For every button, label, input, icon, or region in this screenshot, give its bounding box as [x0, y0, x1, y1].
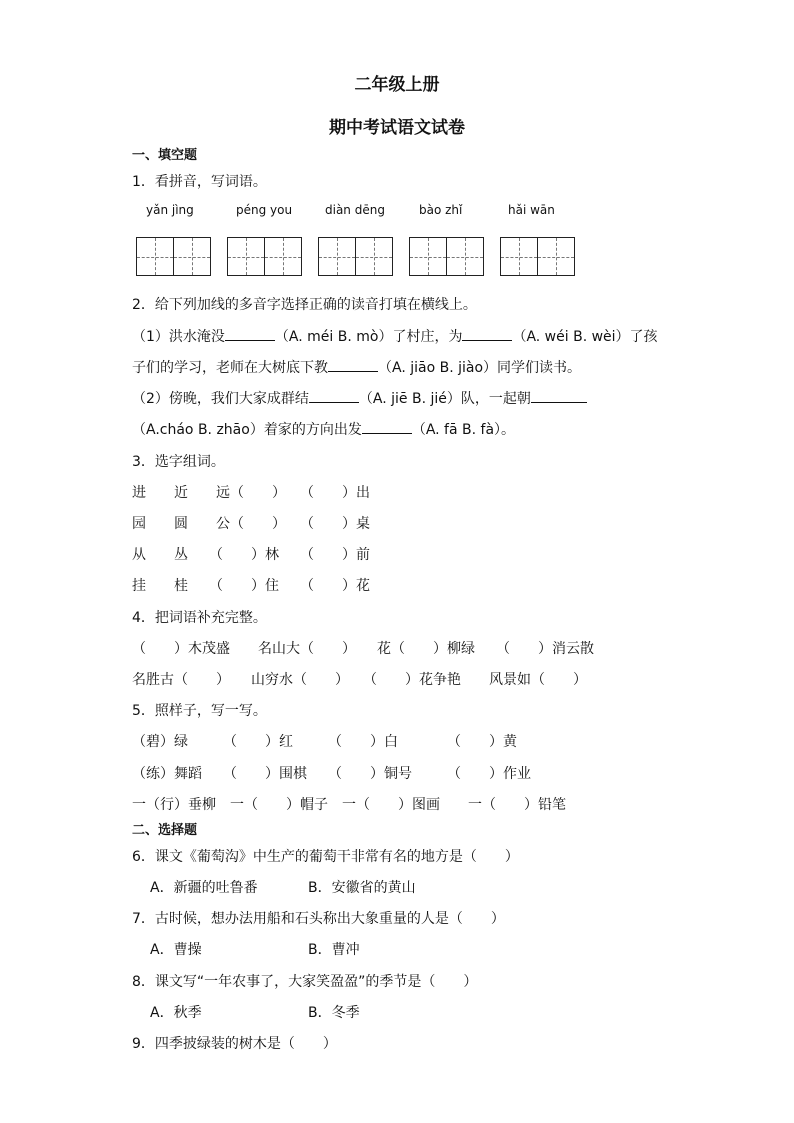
question-5: 5．照样子，写一写。 [132, 703, 267, 719]
answer-blank[interactable] [362, 421, 412, 434]
page-subtitle: 期中考试语文试卷 [329, 118, 465, 138]
writing-grid-1[interactable] [136, 237, 209, 276]
q7-option-b[interactable]: B．曹冲 [308, 942, 360, 958]
writing-grid-4[interactable] [409, 237, 482, 276]
q4-row-1[interactable]: （ ）木茂盛 名山大（ ） 花（ ）柳绿 （ ）消云散 [132, 641, 594, 657]
q6-option-a[interactable]: A．新疆的吐鲁番 [150, 880, 258, 896]
writing-grid-5[interactable] [500, 237, 573, 276]
q5-row-1[interactable]: （碧）绿 （ ）红 （ ）白 （ ）黄 [132, 734, 517, 750]
answer-blank[interactable] [531, 390, 587, 403]
q7-option-a[interactable]: A．曹操 [150, 942, 202, 958]
question-3: 3．选字组词。 [132, 454, 225, 470]
question-6: 6．课文《葡萄沟》中生产的葡萄干非常有名的地方是（ ） [132, 849, 519, 865]
question-2: 2．给下列加线的多音字选择正确的读音打填在横线上。 [132, 297, 477, 313]
q3-row-2[interactable]: 园 圆 公（ ） （ ）桌 [132, 516, 370, 532]
page-title: 二年级上册 [354, 75, 440, 95]
question-7: 7．古时候，想办法用船和石头称出大象重量的人是（ ） [132, 911, 505, 927]
q2-line-1 [132, 328, 658, 346]
q2-text: 子们的学习，老师在大树底下教 [132, 360, 328, 376]
section-heading-fill: 一、填空题 [132, 148, 198, 163]
q3-row-3[interactable]: 从 丛 （ ）林 （ ）前 [132, 547, 370, 563]
answer-blank[interactable] [328, 359, 378, 372]
question-4: 4．把词语补充完整。 [132, 610, 267, 626]
q2-text: （A. jiāo B. jiào）同学们读书。 [378, 360, 582, 376]
writing-grid-2[interactable] [227, 237, 300, 276]
q5-row-3[interactable]: 一（行）垂柳 一（ ）帽子 一（ ）图画 一（ ）铅笔 [132, 797, 566, 813]
answer-blank[interactable] [225, 328, 275, 341]
q2-line-4 [132, 421, 515, 439]
q5-row-2[interactable]: （练）舞蹈 （ ）围棋 （ ）铜号 （ ）作业 [132, 766, 531, 782]
q3-row-4[interactable]: 挂 桂 （ ）住 （ ）花 [132, 578, 370, 594]
pinyin-4: bào zhǐ [419, 203, 463, 217]
writing-grid-3[interactable] [318, 237, 391, 276]
answer-blank[interactable] [462, 328, 512, 341]
q8-option-a[interactable]: A．秋季 [150, 1005, 202, 1021]
q3-row-1[interactable]: 进 近 远（ ） （ ）出 [132, 485, 370, 501]
question-9: 9．四季披绿装的树木是（ ） [132, 1036, 337, 1052]
q2-text: （A.cháo B. zhāo）着家的方向出发 [132, 422, 362, 438]
q2-text: （1）洪水淹没 [132, 329, 225, 345]
question-1: 1．看拼音，写词语。 [132, 174, 267, 190]
pinyin-2: péng you [236, 203, 293, 217]
q2-line-3 [132, 390, 587, 408]
q2-text: （A. wéi B. wèi）了孩 [512, 329, 658, 345]
q2-text: （A. méi B. mò）了村庄，为 [274, 329, 463, 345]
q2-text: （A. fā B. fà）。 [411, 422, 516, 438]
q4-row-2[interactable]: 名胜古（ ） 山穷水（ ） （ ）花争艳 风景如（ ） [132, 672, 587, 688]
q2-text: （2）傍晚，我们大家成群结 [132, 391, 309, 407]
pinyin-3: diàn dēng [325, 203, 385, 217]
q8-option-b[interactable]: B．冬季 [308, 1005, 360, 1021]
q2-line-2 [132, 359, 581, 377]
q2-text: （A. jiē B. jié）队，一起朝 [358, 391, 531, 407]
pinyin-1: yǎn jìng [146, 203, 194, 217]
section-heading-choice: 二、选择题 [132, 823, 198, 838]
answer-blank[interactable] [309, 390, 359, 403]
q6-option-b[interactable]: B．安徽省的黄山 [308, 880, 416, 896]
question-8: 8．课文写“一年农事了，大家笑盈盈”的季节是（ ） [132, 974, 478, 990]
pinyin-5: hǎi wān [508, 203, 555, 217]
